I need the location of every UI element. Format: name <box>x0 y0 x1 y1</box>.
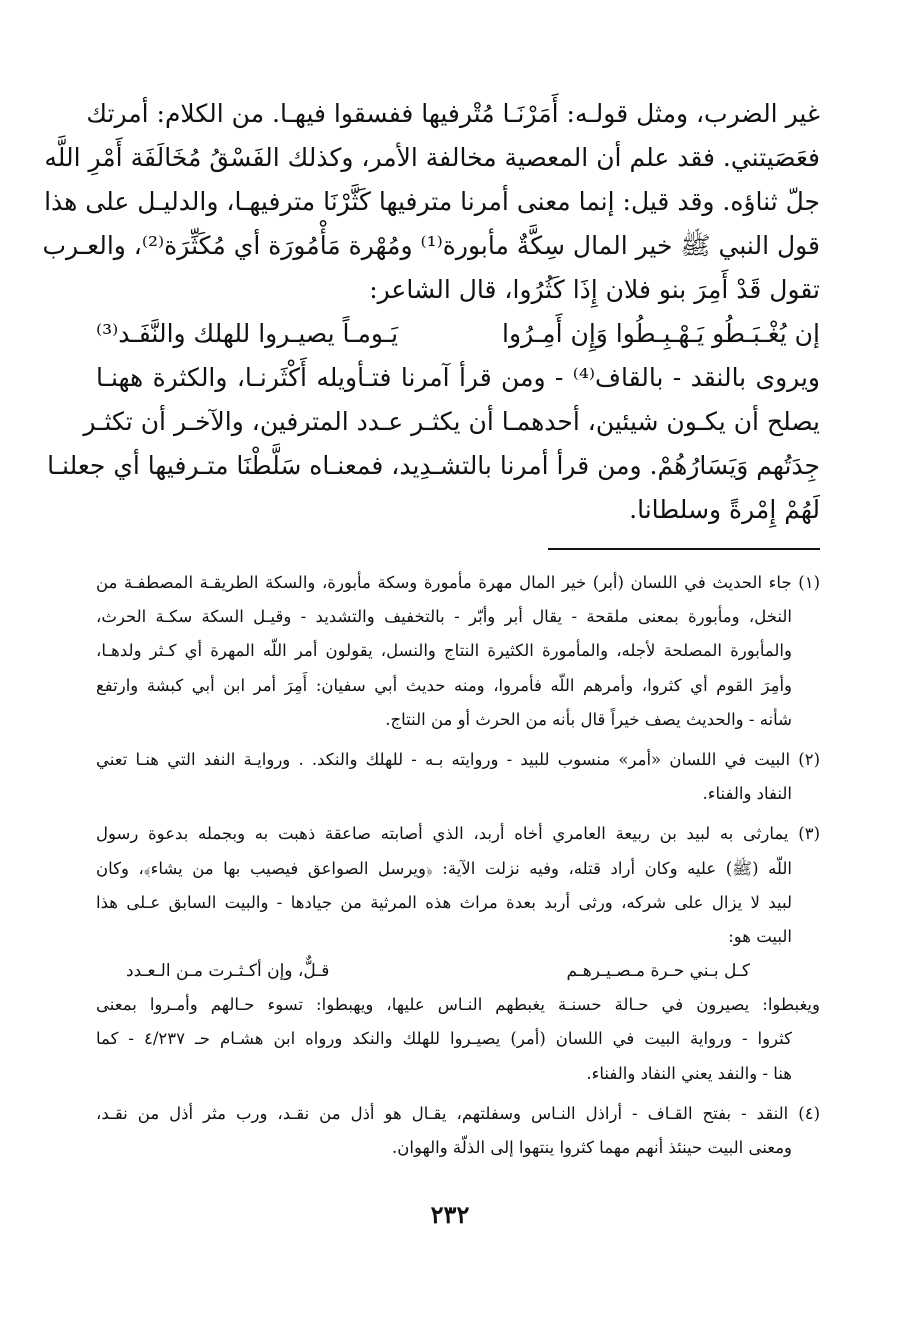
footnote-line: (١) جاء الحديث في اللسان (أبر) خير المال مهرة مأمورة وسكة مأبورة، والسكة الطريقـة المصطفـة من <box>96 573 820 592</box>
verse-second-hemistich: يَـومـاً يصيـروا للهلك والنَّفَـد⁽³⁾ <box>96 319 399 348</box>
footnote-line: (٤) النقد - بفتح القـاف - أراذل النـاس وسفلتهم، يقـال هو أذل من نقـد، ورب مثر أذل من نقـد، <box>96 1103 820 1123</box>
footnote-line: اللّه (ﷺ) عليه وكان أراد قتله، وفيه نزلت الآية: ﴿ويرسل الصواعق فيصيب بها من يشاء﴾، وكان <box>96 858 793 878</box>
verse-first-hemistich: كـل بـني حـرة مـصـيـرهـم <box>566 961 750 982</box>
footnote-line: النخل، ومأبورة بمعنى ملقحة - يقال أبر وأبّر - بالتخفيف والتشديد - وقيـل السكة سكـة الحرث، <box>96 607 792 627</box>
main-text-line: غير الضرب، ومثل قولـه: أَمَرْنَـا مُتْرفيها ففسقوا فيهـا. من الكلام: أمرتك <box>86 99 820 128</box>
main-text-line: جلّ ثناؤه. وقد قيل: إنما معنى أمرنا مترفيها كَثَّرْنَا مترفيهـا، والدليـل على هذا <box>44 187 820 216</box>
main-text-line: فعَصَيتني. فقد علم أن المعصية مخالفة الأمر، وكذلك الفَسْقُ مُخَالَفَة أَمْرِ اللَّه <box>44 143 820 172</box>
footnote-line: شأنه - والحديث يصف خيراً قال بأنه من الحرث أو من النتاج. <box>385 709 792 729</box>
footnote-line: هنا - والنفد يعني النفاد والفناء. <box>586 1063 792 1083</box>
footnote-line: وأمِرَ القوم أي كثروا، وأمرهم اللّه فأمروا، ومنه حديث أبي سفيان: أَمِرَ أمر ابن أبي كبشة وارتفع <box>96 675 792 695</box>
footnote-line: والمأبورة المصلحة لأجله، والمأمورة الكثيرة النتاج والنسل، يقولون أمر اللّه المهرة أي كـثر ولدهـا، <box>96 641 792 661</box>
verse-second-hemistich: قـلٌّ، وإن أكـثـرت مـن الـعـدد <box>126 961 330 982</box>
footnotes <box>96 566 820 1165</box>
footnote-line: كثروا - ورواية البيت في اللسان (أمر) يصيـروا للهلك والنكد ورواه ابن هشـام حـ ٤/٢٣٧ - كما <box>96 1029 792 1049</box>
footnote-line: البيت هو: <box>728 926 792 946</box>
footnote-line: (٣) يمارثى به لبيد بن ربيعة العامري أخاه أربد، الذي أصابته صاعقة ذهبت به وبجمله بدعوة رسول <box>96 824 820 844</box>
footnote-1 <box>96 566 820 737</box>
footnote-2 <box>96 743 820 811</box>
main-text-line: يصلح أن يكـون شيئين، أحدهمـا أن يكثـر عـدد المترفين، والآخـر أن تكثـر <box>83 407 820 436</box>
main-text-line: قول النبي ﷺ خير المال سِكَّةٌ مأبورة⁽¹⁾ ومُهْرة مَأْمُورَة أي مُكَثِّرَة⁽²⁾، والعـرب <box>42 231 820 260</box>
main-text-block <box>42 92 820 532</box>
page-number: ٢٣٢ <box>430 1200 470 1229</box>
footnote-line: لبيد لا يزال على شركه، ورثى أربد بعدة مراث هذه المرثية من جيادها - والبيت السابق عـلى هذا <box>96 892 792 912</box>
footnote-verse <box>96 954 820 988</box>
footnote-line: (٢) البيت في اللسان «أمر» منسوب للبيد - وروايته بـه - للهلك والنكد. . وروايـة النفد التي هنـا تعني <box>96 749 820 769</box>
main-text-line: ويروى بالنقد - بالقاف⁽⁴⁾ - ومن قرأ آمرنا فتـأويله أَكْثَرنـا، والكثرة ههنـا <box>96 363 820 392</box>
footnote-line: النفاد والفناء. <box>702 784 792 804</box>
poem-verse <box>96 312 820 356</box>
main-text-line: لَهُمْ إِمْرةً وسلطانا. <box>629 495 820 524</box>
footnote-line: ويغبطوا: يصيرون في حـالة حسنـة يغبطهم النـاس عليها، ويهبطوا: تسوء حـالهم وأمـروا بمعنى <box>96 995 820 1015</box>
footnote-4 <box>96 1097 820 1165</box>
main-text-line: تقول قَدْ أَمِرَ بنو فلان إِذَا كَثُرُوا، قال الشاعر: <box>369 275 820 304</box>
footnote-line: ومعنى البيت حينئذ أنهم مهما كثروا ينتهوا إلى الذلّة والهوان. <box>392 1138 792 1157</box>
footnote-3 <box>96 817 820 1091</box>
verse-first-hemistich: إن يُغْـبَـطُو يَـهْـبِـطُوا وَإِن أَمِـرُوا <box>502 319 820 348</box>
main-text-line: جِدَتُهم وَيَسَارُهُمْ. ومن قرأ أمرنا بالتشـدِيد، فمعنـاه سَلَّطْنَا متـرفيها أي جعلنـا <box>47 451 820 480</box>
footnote-divider <box>548 548 820 550</box>
